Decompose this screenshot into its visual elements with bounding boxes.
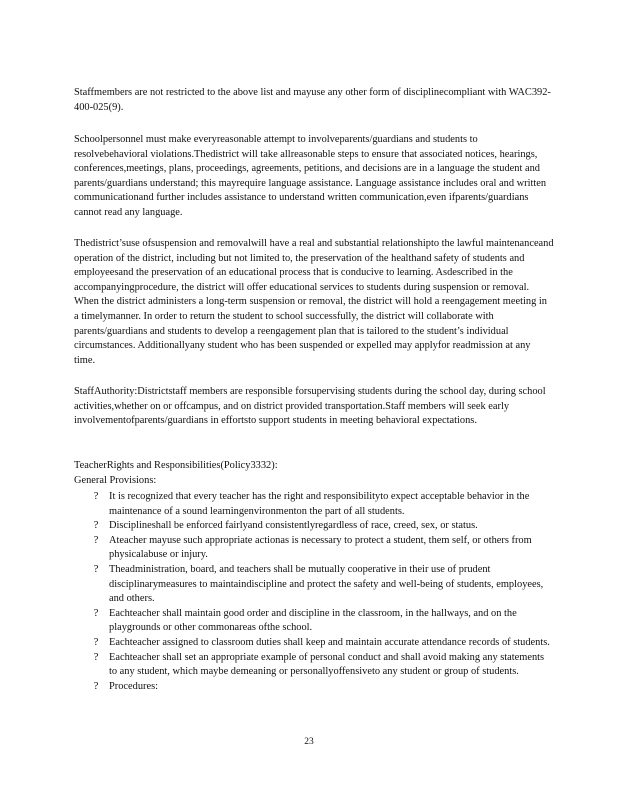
section-title: TeacherRights and Responsibilities(Policy3332):: [74, 460, 278, 471]
list-item-text: It is recognized that every teacher has the right and responsibilityto expect acceptable behavior in the maintenance of a sound learningenvironmenton the part of all students.: [109, 491, 530, 517]
list-item-text: Theadministration, board, and teachers shall be mutually cooperative in their use of prudent disciplinarymeasures to maintaindiscipline and protect the safety and well-being of students, employees, and others.: [109, 563, 544, 605]
list-item: [74, 519, 554, 534]
paragraph-language-assistance: Schoolpersonnel must make everyreasonable attempt to involveparents/guardians and students to resolvebehavioral violations.Thedistrict will take allreasonable steps to ensure that associated notices, hearings, conferences,meetings, plans, proceedings, agreements, petitions, and decisions are in a language the student and parents/guardians understand; this mayrequire language assistance. Language assistance includes oral and written communicationand further includes assistance to understand written communication,even ifparents/guardians cannot read any language.: [74, 134, 547, 218]
list-item: [74, 651, 554, 680]
bullet-icon: ?: [93, 607, 99, 619]
list-item-text: Eachteacher shall maintain good order and discipline in the classroom, in the hallways, and on the playgrounds or other commonareas ofthe school.: [109, 607, 517, 634]
list-item-text: Disciplineshall be enforced fairlyand consistentlyregardless of race, creed, sex, or status.: [109, 520, 478, 532]
list-item-text: Procedures:: [109, 680, 159, 692]
list-item-text: Ateacher mayuse such appropriate actionas is necessary to protect a student, them self, or others from physicalabuse or injury.: [109, 534, 532, 561]
paragraph-staff-authority: StaffAuthority:Districtstaff members are responsible forsupervising students during the school day, during school activities,whether on or offcampus, and on district provided transportation.Staff members will seek early involvementofparents/guardians in effortsto support students in meeting behavioral expectations.: [74, 386, 546, 427]
paragraph-discipline-forms: Staffmembers are not restricted to the above list and mayuse any other form of disciplinecompliant with WAC392-400-025(9).: [74, 87, 551, 113]
list-item: [74, 607, 554, 636]
list-item-text: Eachteacher shall set an appropriate example of personal conduct and shall avoid making any statements to any student, which maybe demeaning or personallyoffensiveto any student or group of students.: [109, 651, 545, 678]
bullet-icon: ?: [93, 491, 99, 502]
bullet-icon: ?: [93, 651, 99, 663]
paragraph-suspension-removal: Thedistrict’suse ofsuspension and removalwill have a real and substantial relationshipto the lawful maintenanceand operation of the district, including but not limited to, the preservation of the healthand safety of students and employeesand the preservation of an educational process that is conducive to learning. Asdescribed in the accompanyingprocedure, the district will offer educational services to students during suspension or removal. When the district administers a long-term suspension or removal, the district will hold a reengagement meeting in a timelymanner. In order to return the student to school successfully, the district will collaborate with parents/guardians and students to develop a reengagement plan that is tailored to the student’s individual circumstances. Additionallyany student who has been suspended or expelled may applyfor readmission at any time.: [74, 238, 554, 366]
bullet-icon: ?: [93, 563, 99, 575]
list-item: [74, 490, 554, 519]
bullet-icon: ?: [93, 520, 99, 532]
list-item-text: Eachteacher assigned to classroom duties shall keep and maintain accurate attendance records of students.: [109, 636, 550, 648]
provisions-list: [74, 490, 554, 694]
bullet-icon: ?: [93, 680, 99, 692]
bullet-icon: ?: [93, 534, 99, 546]
list-item: [74, 636, 554, 651]
list-item: [74, 680, 554, 695]
list-item: [74, 563, 554, 607]
list-item: [74, 534, 554, 563]
bullet-icon: ?: [93, 636, 99, 648]
section-subtitle: General Provisions:: [74, 474, 157, 486]
page-number: 23: [304, 737, 314, 747]
section-heading: [74, 459, 554, 488]
